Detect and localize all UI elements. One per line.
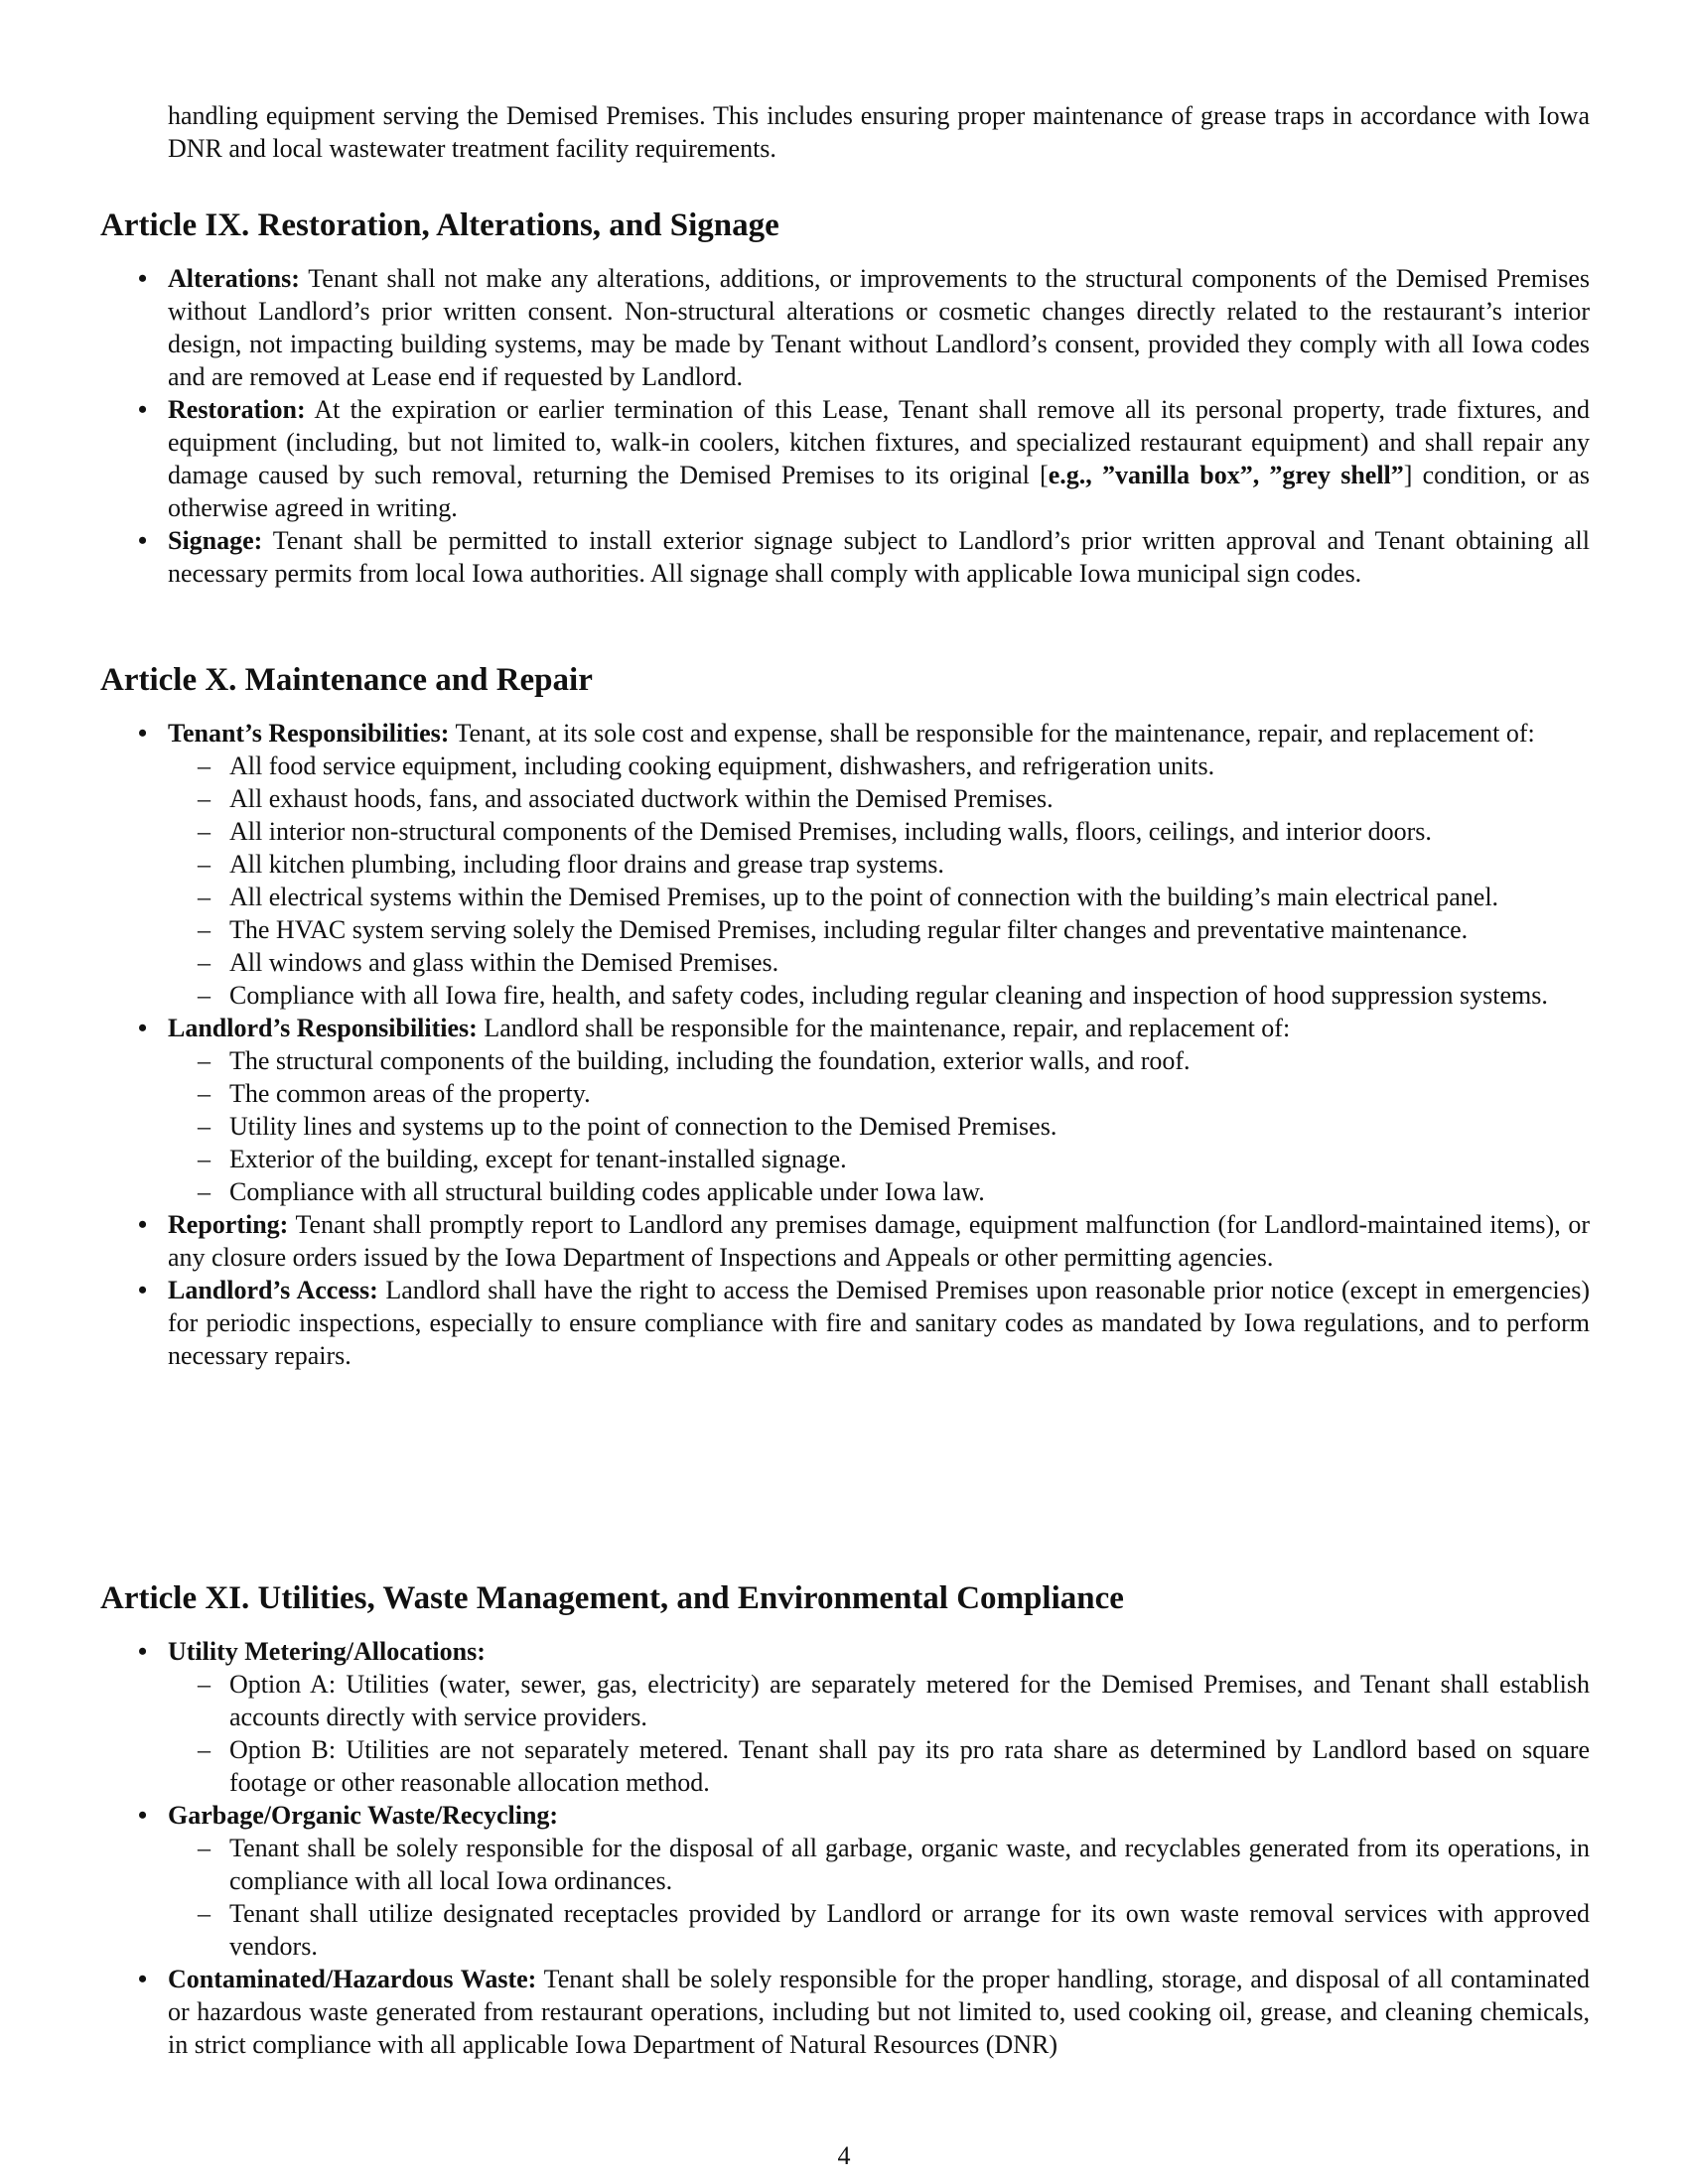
list-item: – All interior non-structural components of the Demised Premises, including walls, floors, ceilings, and interior doors. — [168, 815, 1590, 848]
hazardous-waste-item — [100, 1963, 1590, 2061]
list-item: – Tenant shall be solely responsible for the disposal of all garbage, organic waste, and recyclables generated from its operations, in compliance with all local Iowa ordinances. — [168, 1832, 1590, 1897]
list-item: – The HVAC system serving solely the Demised Premises, including regular filter changes and preventative maintenance. — [168, 913, 1590, 946]
article-x-heading: Article X. Maintenance and Repair — [100, 662, 593, 698]
landlord-responsibilities-text: Landlord shall be responsible for the maintenance, repair, and replacement of: — [477, 1014, 1291, 1042]
landlord-access-term: Landlord’s Access: — [168, 1276, 378, 1304]
article-x-list — [100, 717, 1590, 1372]
landlord-responsibilities-term: Landlord’s Responsibilities: — [168, 1014, 478, 1042]
list-item: – The common areas of the property. — [168, 1077, 1590, 1110]
list-item: – All food service equipment, including cooking equipment, dishwashers, and refrigeration units. — [168, 750, 1590, 782]
landlord-responsibilities-item — [100, 1012, 1590, 1208]
garbage-term: Garbage/Organic Waste/Recycling: — [168, 1801, 559, 1830]
intro-paragraph: handling equipment serving the Demised Premises. This includes ensuring proper maintenance of grease traps in accordance with Iowa DNR and local wastewater treatment facility requirements. — [168, 101, 1590, 163]
list-item: – Compliance with all structural building codes applicable under Iowa law. — [168, 1175, 1590, 1208]
landlord-responsibilities-sublist — [168, 1044, 1590, 1208]
restoration-bracket-close: ] — [1403, 461, 1413, 489]
page-number: 4 — [837, 2141, 851, 2170]
list-item: – Exterior of the building, except for tenant-installed signage. — [168, 1143, 1590, 1175]
utility-metering-item — [100, 1635, 1590, 1799]
article-ix-heading: Article IX. Restoration, Alterations, and Signage — [100, 207, 779, 243]
tenant-responsibilities-text: Tenant, at its sole cost and expense, shall be responsible for the maintenance, repair, and replacement of: — [449, 719, 1535, 748]
alterations-text: Tenant shall not make any alterations, additions, or improvements to the structural components of the Demised Premises without Landlord’s prior written consent. Non-structural alterations or cosmetic changes directly related to the restaurant’s interior design, not impacting building systems, may be made by Tenant without Landlord’s consent, provided they comply with all Iowa codes and are removed at Lease end if requested by Landlord. — [168, 264, 1590, 391]
alterations-item — [100, 262, 1590, 393]
reporting-term: Reporting: — [168, 1210, 289, 1239]
article-xi-heading: Article XI. Utilities, Waste Management, and Environmental Compliance — [100, 1580, 1124, 1616]
reporting-text: Tenant shall promptly report to Landlord any premises damage, equipment malfunction (for Landlord-maintained items), or any closure orders issued by the Iowa Department of Inspections and Appeals or other permitting agencies. — [168, 1210, 1590, 1272]
article-ix-list — [100, 262, 1590, 590]
utility-metering-term: Utility Metering/Allocations: — [168, 1637, 486, 1666]
garbage-item — [100, 1799, 1590, 1963]
tenant-responsibilities-sublist — [168, 750, 1590, 1012]
restoration-tail: condition, or as otherwise agreed in writing. — [168, 461, 1590, 522]
list-item: – Utility lines and systems up to the point of connection to the Demised Premises. — [168, 1110, 1590, 1143]
restoration-item — [100, 393, 1590, 524]
hazardous-waste-text: Tenant shall be solely responsible for the proper handling, storage, and disposal of all contaminated or hazardous waste generated from restaurant operations, including but not limited to, used cooking oil, grease, and cleaning chemicals, in strict compliance with all applicable Iowa Department of Natural Resources (DNR) — [168, 1965, 1590, 2059]
alterations-term: Alterations: — [168, 264, 300, 293]
restoration-term: Restoration: — [168, 395, 306, 424]
restoration-bracket-open: [ — [1040, 461, 1049, 489]
list-item: – All windows and glass within the Demised Premises. — [168, 946, 1590, 979]
signage-term: Signage: — [168, 526, 263, 555]
list-item: – All kitchen plumbing, including floor drains and grease trap systems. — [168, 848, 1590, 881]
tenant-responsibilities-item — [100, 717, 1590, 1012]
landlord-access-text: Landlord shall have the right to access the Demised Premises upon reasonable prior notice (except in emergencies) for periodic inspections, especially to ensure compliance with fire and sanitary codes as mandated by Iowa regulations, and to perform necessary repairs. — [168, 1276, 1590, 1370]
reporting-item — [100, 1208, 1590, 1274]
hazardous-waste-term: Contaminated/Hazardous Waste: — [168, 1965, 537, 1993]
landlord-access-item — [100, 1274, 1590, 1372]
list-item: – All electrical systems within the Demised Premises, up to the point of connection with the building’s main electrical panel. — [168, 881, 1590, 913]
list-item: – The structural components of the building, including the foundation, exterior walls, and roof. — [168, 1044, 1590, 1077]
tenant-responsibilities-term: Tenant’s Responsibilities: — [168, 719, 450, 748]
article-xi-list — [100, 1635, 1590, 2061]
utility-metering-sublist — [168, 1668, 1590, 1799]
list-item: – Compliance with all Iowa fire, health, and safety codes, including regular cleaning and inspection of hood suppression systems. — [168, 979, 1590, 1012]
signage-item — [100, 524, 1590, 590]
list-item: – Option B: Utilities are not separately metered. Tenant shall pay its pro rata share as determined by Landlord based on square footage or other reasonable allocation method. — [168, 1733, 1590, 1799]
restoration-example: e.g., ”vanilla box”, ”grey shell” — [1048, 461, 1404, 489]
garbage-sublist — [168, 1832, 1590, 1963]
list-item: – Option A: Utilities (water, sewer, gas, electricity) are separately metered for the Demised Premises, and Tenant shall establish accounts directly with service providers. — [168, 1668, 1590, 1733]
signage-text: Tenant shall be permitted to install exterior signage subject to Landlord’s prior written approval and Tenant obtaining all necessary permits from local Iowa authorities. All signage shall comply with applicable Iowa municipal sign codes. — [168, 526, 1590, 588]
list-item: – Tenant shall utilize designated receptacles provided by Landlord or arrange for its own waste removal services with approved vendors. — [168, 1897, 1590, 1963]
restoration-text: At the expiration or earlier termination of this Lease, Tenant shall remove all its personal property, trade fixtures, and equipment (including, but not limited to, walk-in coolers, kitchen fixtures, and specialized restaurant equipment) and shall repair any damage caused by such removal, returning the Demised Premises to its original — [168, 395, 1590, 489]
list-item: – All exhaust hoods, fans, and associated ductwork within the Demised Premises. — [168, 782, 1590, 815]
